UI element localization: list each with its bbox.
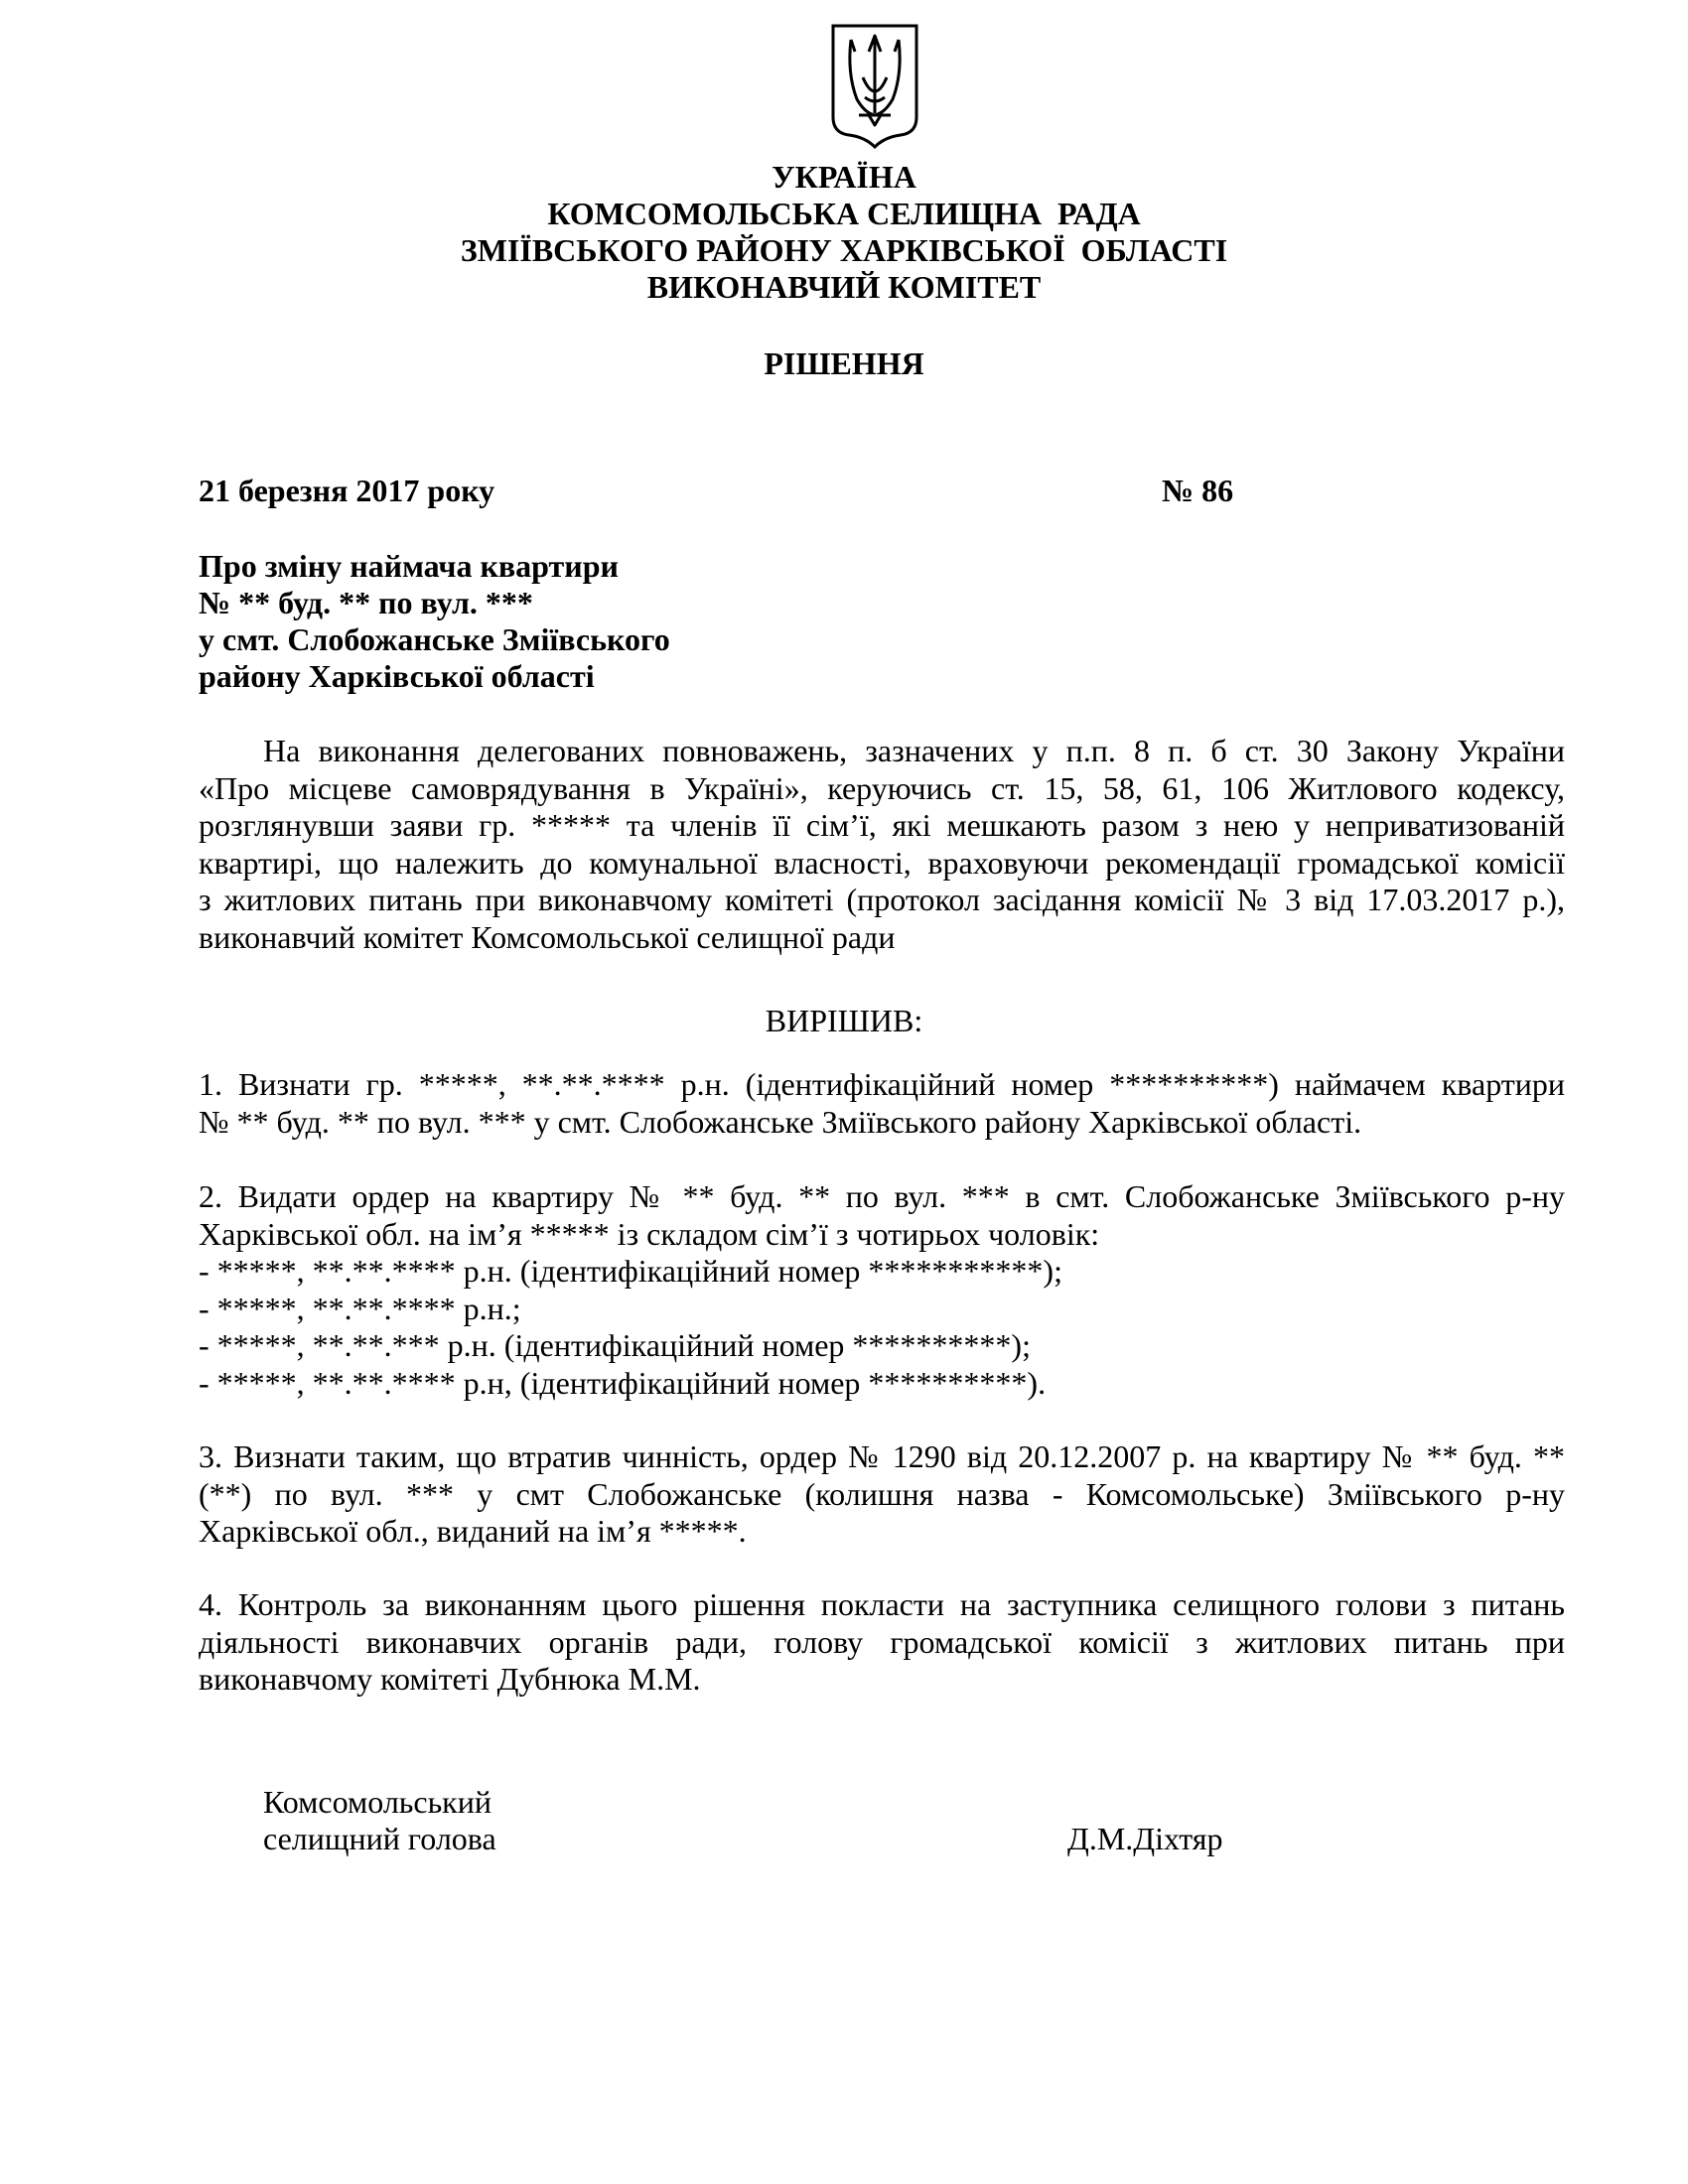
item-line: Харківської обл. на ім’я ***** із складом сім’ї з чотирьох чоловік: xyxy=(199,1215,1100,1252)
item-line: 4. Контроль за виконанням цього рішення покласти на заступника селищного голови з питань xyxy=(199,1586,1565,1622)
decision-item-2 xyxy=(199,1178,1565,1402)
signatory-position-line: Комсомольський xyxy=(263,1784,492,1820)
preamble-line: На виконання делегованих повноважень, зазначених у п.п. 8 п. б ст. 30 Закону України xyxy=(263,733,1565,768)
decision-subject xyxy=(199,548,670,695)
decision-number: № 86 xyxy=(1162,473,1234,508)
signatory-name: Д.М.Діхтяр xyxy=(1067,1821,1223,1856)
signatory-position-line: селищний голова xyxy=(263,1821,496,1856)
preamble-line: «Про місцеве самоврядування в Україні», керуючись ст. 15, 58, 61, 106 Житлового кодексу, xyxy=(199,769,1565,806)
item-line: 3. Визнати таким, що втратив чинність, ордер № 1290 від 20.12.2007 р. на квартиру № ** буд. ** xyxy=(199,1438,1565,1474)
item-line: діяльності виконавчих органів ради, голову громадської комісії з житлових питань при xyxy=(199,1623,1565,1660)
family-member-line: - *****, **.**.*** р.н. (ідентифікаційний номер **********); xyxy=(199,1327,1031,1363)
preamble-line: розглянувши заяви гр. ***** та членів її сім’ї, які мешкають разом з нею у неприватизованій xyxy=(199,807,1565,843)
preamble-paragraph xyxy=(199,733,1565,956)
subject-line: № ** буд. ** по вул. *** xyxy=(199,585,533,620)
coat-of-arms-of-ukraine-icon xyxy=(829,22,920,151)
preamble-line: квартирі, що належить до комунальної власності, враховуючи рекомендації громадської комісії xyxy=(199,844,1565,881)
family-member-line: - *****, **.**.**** р.н.; xyxy=(199,1290,521,1326)
signatory-position xyxy=(263,1784,496,1857)
header-council: КОМСОМОЛЬСЬКА СЕЛИЩНА РАДА xyxy=(547,196,1141,231)
subject-line: у смт. Слобожанське Зміївського xyxy=(199,621,670,657)
item-line: № ** буд. ** по вул. *** у смт. Слобожанське Зміївського району Харківської області. xyxy=(199,1103,1362,1140)
subject-line: Про зміну наймача квартири xyxy=(199,548,619,584)
decision-item-3 xyxy=(199,1438,1565,1551)
family-member-line: - *****, **.**.**** р.н. (ідентифікаційний номер ***********); xyxy=(199,1253,1062,1289)
subject-line: району Харківської області xyxy=(199,658,595,694)
decision-item-4 xyxy=(199,1586,1565,1699)
preamble-line: з житлових питань при виконавчому комітеті (протокол засідання комісії № 3 від 17.03.2017 р.), xyxy=(199,882,1565,917)
document-title: РІШЕННЯ xyxy=(764,345,924,381)
issuer-header xyxy=(0,159,1688,306)
preamble-line: виконавчий комітет Комсомольської селищної ради xyxy=(199,918,896,955)
resolved-heading: ВИРІШИВ: xyxy=(765,1003,923,1038)
item-line: 2. Видати ордер на квартиру № ** буд. ** по вул. *** в смт. Слобожанське Зміївського р-ну xyxy=(199,1178,1565,1214)
item-line: Харківської обл., виданий на ім’я *****. xyxy=(199,1513,747,1549)
header-country: УКРАЇНА xyxy=(772,159,916,195)
header-committee: ВИКОНАВЧИЙ КОМІТЕТ xyxy=(646,269,1042,305)
decision-item-1 xyxy=(199,1066,1565,1141)
header-district: ЗМІЇВСЬКОГО РАЙОНУ ХАРКІВСЬКОЇ ОБЛАСТІ xyxy=(460,232,1228,268)
decision-date: 21 березня 2017 року xyxy=(199,473,495,508)
family-member-line: - *****, **.**.**** р.н, (ідентифікаційний номер **********). xyxy=(199,1364,1047,1401)
item-line: 1. Визнати гр. *****, **.**.**** р.н. (ідентифікаційний номер **********) наймачем квартири xyxy=(199,1066,1565,1102)
item-line: виконавчому комітеті Дубнюка М.М. xyxy=(199,1661,701,1697)
item-line: (**) по вул. *** у смт Слобожанське (колишня назва - Комсомольське) Зміївського р-ну xyxy=(199,1475,1565,1512)
